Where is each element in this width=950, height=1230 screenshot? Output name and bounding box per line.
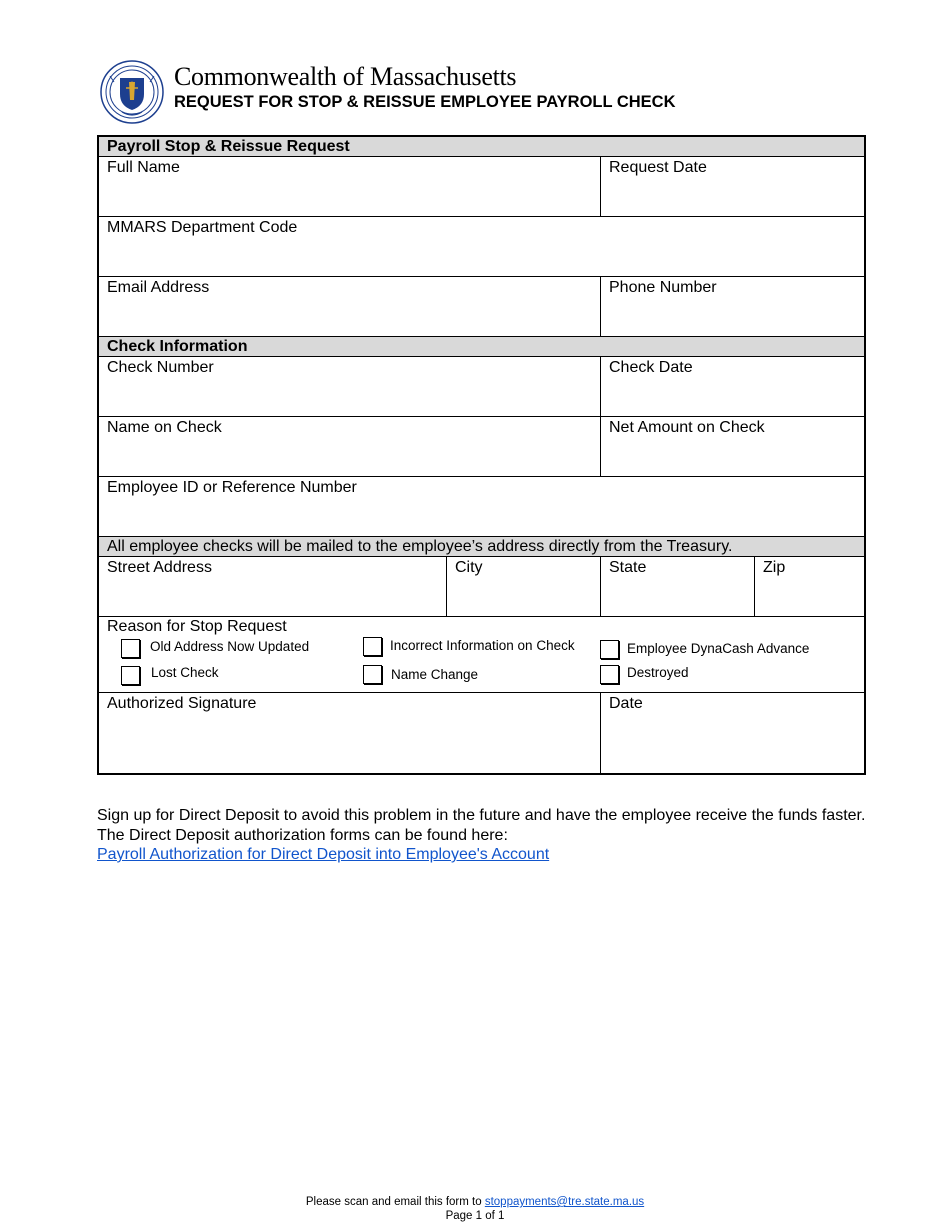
employee-id-field[interactable] (99, 477, 864, 536)
checkbox-name-change[interactable] (363, 665, 382, 684)
email-label: Email Address (107, 279, 210, 296)
option-label: Destroyed (627, 665, 689, 680)
phone-label: Phone Number (609, 279, 717, 296)
section-request-header: Payroll Stop & Reissue Request (99, 137, 864, 157)
state-label: State (609, 559, 647, 576)
name-on-check-field[interactable] (99, 417, 601, 476)
phone-field[interactable] (601, 277, 864, 336)
street-address-label: Street Address (107, 559, 212, 576)
request-date-field[interactable] (601, 157, 864, 216)
street-address-field[interactable] (99, 557, 447, 616)
form-title: REQUEST FOR STOP & REISSUE EMPLOYEE PAYROLL CHECK (174, 93, 676, 111)
mmars-code-label: MMARS Department Code (107, 219, 298, 236)
checkbox-dynacash[interactable] (600, 640, 619, 659)
form-row (99, 417, 864, 477)
check-number-field[interactable] (99, 357, 601, 416)
checkbox-destroyed[interactable] (600, 665, 619, 684)
form-row (99, 477, 864, 536)
signature-date-label: Date (609, 695, 643, 712)
footer-email-link[interactable]: stoppayments@tre.state.ma.us (484, 1196, 645, 1208)
email-field[interactable] (99, 277, 601, 336)
organization-name: Commonwealth of Massachusetts (174, 62, 517, 91)
mailing-note: All employee checks will be mailed to the employee’s address directly from the Treasury. (99, 536, 864, 557)
massachusetts-seal-icon (100, 60, 164, 124)
request-date-label: Request Date (609, 159, 707, 176)
signature-date-field[interactable] (601, 693, 864, 773)
option-label: Incorrect Information on Check (390, 638, 575, 653)
checkbox-incorrect-info[interactable] (363, 637, 382, 656)
option-label: Lost Check (151, 665, 219, 680)
zip-label: Zip (763, 559, 786, 576)
reason-row (99, 617, 864, 693)
check-date-field[interactable] (601, 357, 864, 416)
stop-reissue-form (97, 135, 866, 775)
name-on-check-label: Name on Check (107, 419, 222, 436)
page-footer (0, 1195, 950, 1223)
direct-deposit-text: Sign up for Direct Deposit to avoid this problem in the future and have the employee receive the funds faster. The Direct Deposit authorization forms can be found here: (97, 807, 866, 844)
option-label: Old Address Now Updated (150, 639, 310, 654)
full-name-label: Full Name (107, 159, 180, 176)
full-name-field[interactable] (99, 157, 601, 216)
direct-deposit-link[interactable]: Payroll Authorization for Direct Deposit into Employee's Account (97, 846, 550, 863)
signature-label: Authorized Signature (107, 695, 257, 712)
signature-row (99, 693, 864, 773)
reason-label: Reason for Stop Request (107, 618, 287, 635)
direct-deposit-note (97, 806, 887, 865)
address-row (99, 557, 864, 617)
state-field[interactable] (601, 557, 755, 616)
net-amount-label: Net Amount on Check (609, 419, 765, 436)
checkbox-lost-check[interactable] (121, 666, 140, 685)
employee-id-label: Employee ID or Reference Number (107, 479, 357, 496)
form-row (99, 217, 864, 277)
document-header (100, 60, 860, 124)
zip-field[interactable] (755, 557, 864, 616)
form-row (99, 357, 864, 417)
page-number: Page 1 of 1 (445, 1210, 505, 1222)
option-label: Employee DynaCash Advance (627, 641, 810, 656)
form-row (99, 157, 864, 217)
form-row (99, 277, 864, 336)
footer-instruction: Please scan and email this form to (305, 1196, 482, 1208)
checkbox-old-address[interactable] (121, 639, 140, 658)
option-label: Name Change (391, 667, 479, 682)
city-label: City (455, 559, 483, 576)
city-field[interactable] (447, 557, 601, 616)
check-date-label: Check Date (609, 359, 693, 376)
check-number-label: Check Number (107, 359, 214, 376)
authorized-signature-field[interactable] (99, 693, 601, 773)
mmars-code-field[interactable] (99, 217, 864, 276)
net-amount-field[interactable] (601, 417, 864, 476)
section-check-header: Check Information (99, 336, 864, 357)
